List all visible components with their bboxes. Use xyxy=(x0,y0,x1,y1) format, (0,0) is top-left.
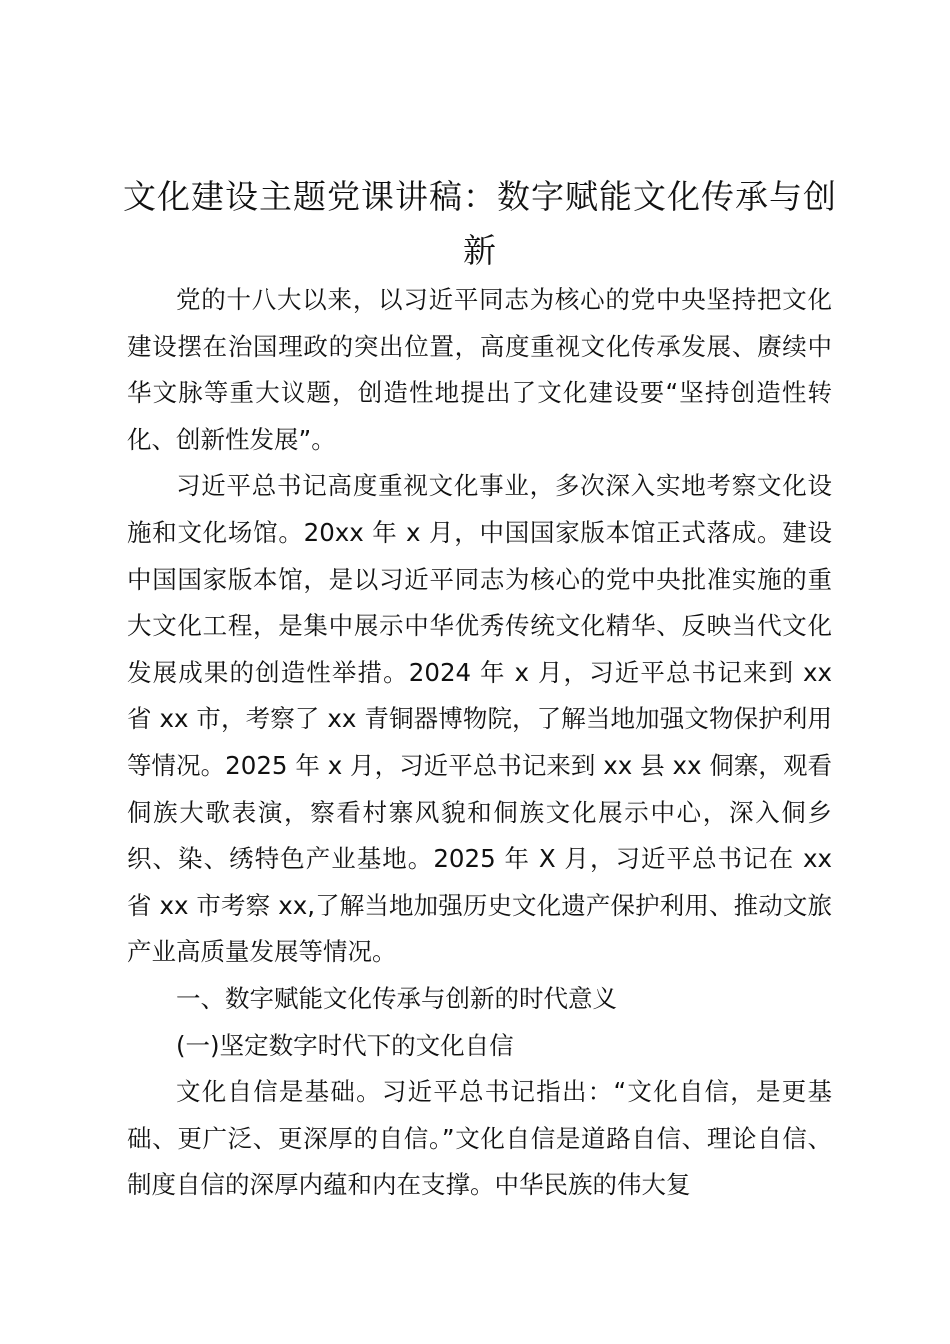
paragraph-3: 文化自信是基础。习近平总书记指出：“文化自信，是更基础、更广泛、更深厚的自信。”文化自信是道路自信、理论自信、制度自信的深厚内蕴和内在支撑。中华民族的伟大复 xyxy=(127,1077,832,1200)
subsection-heading: (一)坚定数字时代下的文化自信 xyxy=(176,1030,514,1060)
document-title: 文化建设主题党课讲稿：数字赋能文化传承与创新 xyxy=(123,177,837,270)
section-heading: 一、数字赋能文化传承与创新的时代意义 xyxy=(176,983,617,1013)
paragraph-2: 习近平总书记高度重视文化事业，多次深入实地考察文化设施和文化场馆。20xx 年 x 月，中国国家版本馆正式落成。建设中国国家版本馆，是以习近平同志为核心的党中央批准实施的重大文化工程，是集中展示中华优秀传统文化精华、反映当代文化发展成果的创造性举措。2024 年 x 月，习近平总书记来到 xx 省 xx 市，考察了 xx 青铜器博物院，了解当地加强文物保护利用等情况。2025 年 x 月，习近平总书记来到 xx 县 xx 侗寨，观看侗族大歌表演，察看村寨风貌和侗族文化展示中心，深入侗乡织、染、绣特色产业基地。2025 年 X 月，习近平总书记在 xx 省 xx 市考察 xx,了解当地加强历史文化遗产保护利用、推动文旅产业高质量发展等情况。 xyxy=(127,471,832,967)
document-body xyxy=(127,277,832,1209)
paragraph-1: 党的十八大以来，以习近平同志为核心的党中央坚持把文化建设摆在治国理政的突出位置，高度重视文化传承发展、赓续中华文脉等重大议题，创造性地提出了文化建设要“坚持创造性转化、创新性发展”。 xyxy=(127,285,832,454)
